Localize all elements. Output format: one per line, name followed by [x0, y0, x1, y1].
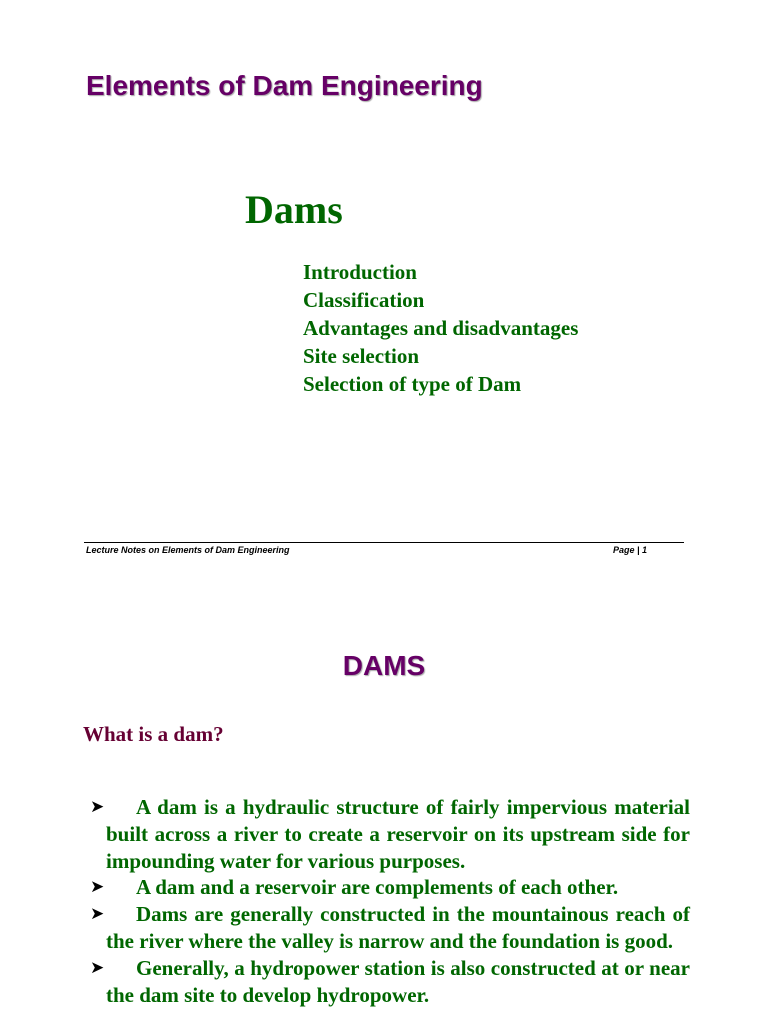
bullet-list — [90, 794, 690, 1008]
toc-item: Site selection — [303, 344, 420, 368]
list-item — [90, 794, 690, 874]
footer-rule — [84, 542, 684, 543]
page-title: Elements of Dam Engineering — [86, 70, 483, 101]
toc-item: Classification — [303, 288, 425, 312]
footer-left-text: Lecture Notes on Elements of Dam Engineering — [86, 545, 290, 555]
list-item — [90, 955, 690, 1009]
table-of-contents — [303, 258, 578, 398]
bullet-text: Generally, a hydropower station is also constructed at or near the dam site to develop hydropower. — [106, 955, 690, 1007]
arrow-bullet-icon: ➤ — [90, 797, 105, 817]
toc-item: Selection of type of Dam — [303, 372, 522, 396]
section-heading: DAMS — [342, 650, 426, 681]
bullet-text: A dam and a reservoir are complements of each other. — [136, 875, 619, 900]
arrow-bullet-icon: ➤ — [90, 957, 105, 978]
dams-heading: Dams — [245, 187, 343, 232]
footer-page-number: Page | 1 — [613, 545, 648, 555]
arrow-bullet-icon: ➤ — [90, 877, 105, 898]
list-item — [90, 901, 690, 955]
question-heading: What is a dam? — [83, 722, 224, 746]
arrow-bullet-icon: ➤ — [90, 904, 105, 925]
list-item — [90, 874, 690, 901]
bullet-text: A dam is a hydraulic structure of fairly impervious material built across a river to create a reservoir on its upstream side for impounding water for various purposes. — [106, 795, 690, 873]
toc-item: Introduction — [303, 260, 417, 284]
bullet-text: Dams are generally constructed in the mountainous reach of the river where the valley is narrow and the foundation is good. — [106, 902, 690, 953]
toc-item: Advantages and disadvantages — [303, 316, 579, 340]
